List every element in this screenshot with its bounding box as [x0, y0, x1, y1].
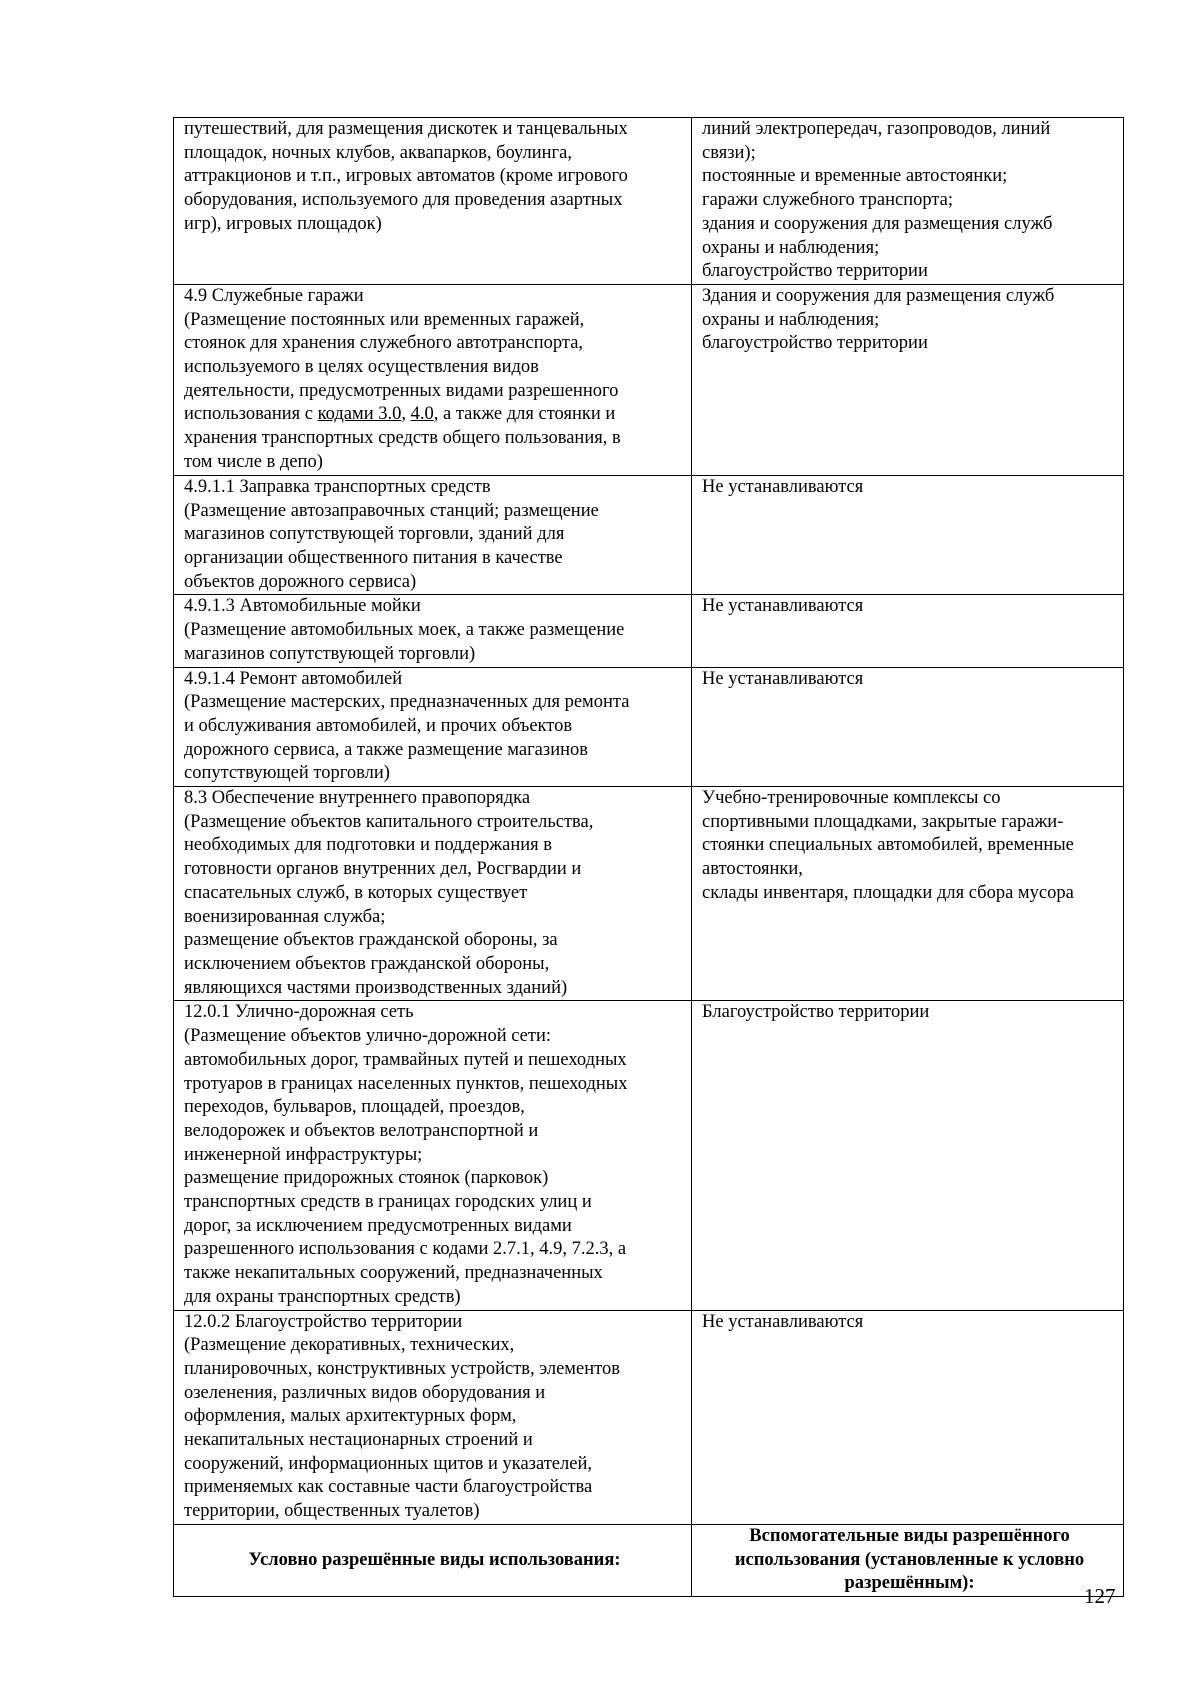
- left-cell: [174, 1001, 692, 1310]
- text-line: объектов дорожного сервиса): [184, 571, 417, 592]
- text-line: том числе в депо): [184, 451, 323, 472]
- text-line: охраны и наблюдения;: [702, 309, 880, 330]
- right-cell: [692, 1310, 1124, 1524]
- text-line: транспортных средств в границах городских улиц и: [184, 1192, 592, 1213]
- text-line: автостоянки,: [702, 859, 803, 880]
- text-line: хранения транспортных средств общего пользования, в: [184, 428, 621, 449]
- text-line: некапитальных нестационарных строений и: [184, 1430, 533, 1451]
- codes-line: использования с кодами 3.0, 4.0, а также для стоянки и: [184, 404, 616, 425]
- text-line: спасательных служб, в которых существует: [184, 882, 528, 903]
- text-line: дорог, за исключением предусмотренных видами: [184, 1215, 572, 1236]
- text-line: путешествий, для размещения дискотек и танцевальных: [184, 119, 628, 139]
- text-line: здания и сооружения для размещения служб: [702, 213, 1053, 234]
- table-row: [174, 475, 1124, 595]
- left-cell: [174, 118, 692, 285]
- text-line: необходимых для подготовки и поддержания в: [184, 835, 553, 856]
- text-line: связи);: [702, 142, 756, 163]
- text-line: 4.9 Служебные гаражи: [184, 285, 364, 306]
- text-line: магазинов сопутствующей торговли): [184, 643, 476, 664]
- text-line: оформления, малых архитектурных форм,: [184, 1406, 517, 1427]
- table-row: [174, 118, 1124, 285]
- text-line: Вспомогательные виды разрешённого: [749, 1525, 1070, 1546]
- text-line: планировочных, конструктивных устройств, элементов: [184, 1358, 620, 1379]
- table-row: [174, 1310, 1124, 1524]
- table-row: [174, 667, 1124, 787]
- text-line: (Размещение объектов улично-дорожной сети:: [184, 1026, 552, 1047]
- right-cell: [692, 475, 1124, 595]
- text-line: охраны и наблюдения;: [702, 237, 880, 258]
- text-line: военизированная служба;: [184, 906, 386, 927]
- right-cell: [692, 118, 1124, 285]
- left-cell: [174, 595, 692, 667]
- text-line: Учебно-тренировочные комплексы со: [702, 788, 1001, 809]
- text-line: территории, общественных туалетов): [184, 1501, 480, 1522]
- text-line: Не устанавливаются: [702, 668, 864, 689]
- text-line: сопутствующей торговли): [184, 763, 390, 784]
- text-line: использования (установленные к условно: [734, 1549, 1085, 1570]
- left-cell: [174, 1310, 692, 1524]
- code-link-3-0[interactable]: кодами 3.0: [317, 404, 402, 425]
- right-cell: [692, 595, 1124, 667]
- text-line: (Размещение постоянных или временных гаражей,: [184, 309, 585, 330]
- text-line: дорожного сервиса, а также размещение магазинов: [184, 739, 588, 760]
- text-line: 8.3 Обеспечение внутреннего правопорядка: [184, 788, 531, 809]
- text-line: автомобильных дорог, трамвайных путей и пешеходных: [184, 1049, 627, 1070]
- text-line: исключением объектов гражданской обороны,: [184, 953, 550, 974]
- text-line: магазинов сопутствующей торговли, зданий для: [184, 524, 565, 545]
- text-line: благоустройство территории: [702, 333, 928, 354]
- text-line: Не устанавливаются: [702, 1311, 864, 1332]
- conditional-use-heading: [174, 1524, 692, 1596]
- text-line: велодорожек и объектов велотранспортной и: [184, 1120, 539, 1141]
- conditional-use-header-row: [174, 1524, 1124, 1596]
- text-line: готовности органов внутренних дел, Росгвардии и: [184, 859, 582, 880]
- text-line: (Размещение объектов капитального строительства,: [184, 811, 594, 832]
- table-row: [174, 595, 1124, 667]
- left-cell: [174, 475, 692, 595]
- table-row: [174, 284, 1124, 475]
- text-line: (Размещение автомобильных моек, а также размещение: [184, 620, 625, 641]
- text-line: (Размещение мастерских, предназначенных для ремонта: [184, 692, 630, 713]
- text-line: деятельности, предусмотренных видами разрешенного: [184, 380, 619, 401]
- text-line: склады инвентаря, площадки для сбора мусора: [702, 882, 1074, 903]
- text-line: гаражи служебного транспорта;: [702, 190, 954, 211]
- text-line: используемого в целях осуществления видов: [184, 357, 539, 378]
- left-cell: [174, 787, 692, 1001]
- text-line: спортивными площадками, закрытые гаражи-: [702, 811, 1064, 832]
- right-cell: [692, 667, 1124, 787]
- text-line: Не устанавливаются: [702, 596, 864, 617]
- left-cell: [174, 284, 692, 475]
- text-line: разрешённым):: [844, 1573, 975, 1594]
- left-cell: [174, 667, 692, 787]
- table-row: [174, 787, 1124, 1001]
- text-line: размещение придорожных стоянок (парковок): [184, 1168, 549, 1189]
- text-line: также некапитальных сооружений, предназначенных: [184, 1263, 603, 1284]
- text-line: стоянки специальных автомобилей, временные: [702, 835, 1074, 856]
- text-line: являющихся частями производственных зданий): [184, 977, 568, 998]
- text-line: и обслуживания автомобилей, и прочих объектов: [184, 715, 573, 736]
- text-line: 4.9.1.4 Ремонт автомобилей: [184, 668, 403, 689]
- text-line: 12.0.1 Улично-дорожная сеть: [184, 1002, 414, 1023]
- text-line: переходов, бульваров, площадей, проездов,: [184, 1097, 525, 1118]
- text-line: Не устанавливаются: [702, 476, 864, 497]
- text-line: Условно разрешённые виды использования:: [248, 1549, 621, 1570]
- right-cell: [692, 787, 1124, 1001]
- text-line: (Размещение автозаправочных станций; размещение: [184, 500, 599, 521]
- text-line: благоустройство территории: [702, 261, 928, 282]
- text-line: размещение объектов гражданской обороны, за: [184, 930, 558, 951]
- text-line: тротуаров в границах населенных пунктов, пешеходных: [184, 1073, 628, 1094]
- text-line: линий электропередач, газопроводов, линий: [702, 119, 1051, 139]
- text-line: организации общественного питания в качестве: [184, 548, 563, 569]
- text-line: разрешенного использования с кодами 2.7.1, 4.9, 7.2.3, а: [184, 1239, 627, 1260]
- text-line: аттракционов и т.п., игровых автоматов (кроме игрового: [184, 166, 628, 187]
- text-line: площадок, ночных клубов, аквапарков, боулинга,: [184, 142, 572, 163]
- page-number: 127: [1084, 1584, 1116, 1608]
- table-row: [174, 1001, 1124, 1310]
- text-line: применяемых как составные части благоустройства: [184, 1477, 593, 1498]
- code-link-4-0[interactable]: 4.0: [410, 404, 434, 425]
- auxiliary-use-heading: [692, 1524, 1124, 1596]
- text-line: для охраны транспортных средств): [184, 1286, 461, 1307]
- text-line: стоянок для хранения служебного автотранспорта,: [184, 333, 584, 354]
- text-line: озеленения, различных видов оборудования и: [184, 1382, 546, 1403]
- text-line: игр), игровых площадок): [184, 213, 382, 234]
- text-line: оборудования, используемого для проведения азартных: [184, 190, 623, 211]
- right-cell: [692, 1001, 1124, 1310]
- text-line: 4.9.1.1 Заправка транспортных средств: [184, 476, 491, 497]
- text-line: (Размещение декоративных, технических,: [184, 1335, 515, 1356]
- text-line: 4.9.1.3 Автомобильные мойки: [184, 596, 421, 617]
- text-line: постоянные и временные автостоянки;: [702, 166, 1008, 187]
- text-line: 12.0.2 Благоустройство территории: [184, 1311, 463, 1332]
- text-line: Благоустройство территории: [702, 1002, 930, 1023]
- text-line: Здания и сооружения для размещения служб: [702, 285, 1055, 306]
- land-use-table: [173, 117, 1124, 1597]
- text-line: сооружений, информационных щитов и указателей,: [184, 1453, 592, 1474]
- text-line: инженерной инфраструктуры;: [184, 1144, 423, 1165]
- right-cell: [692, 284, 1124, 475]
